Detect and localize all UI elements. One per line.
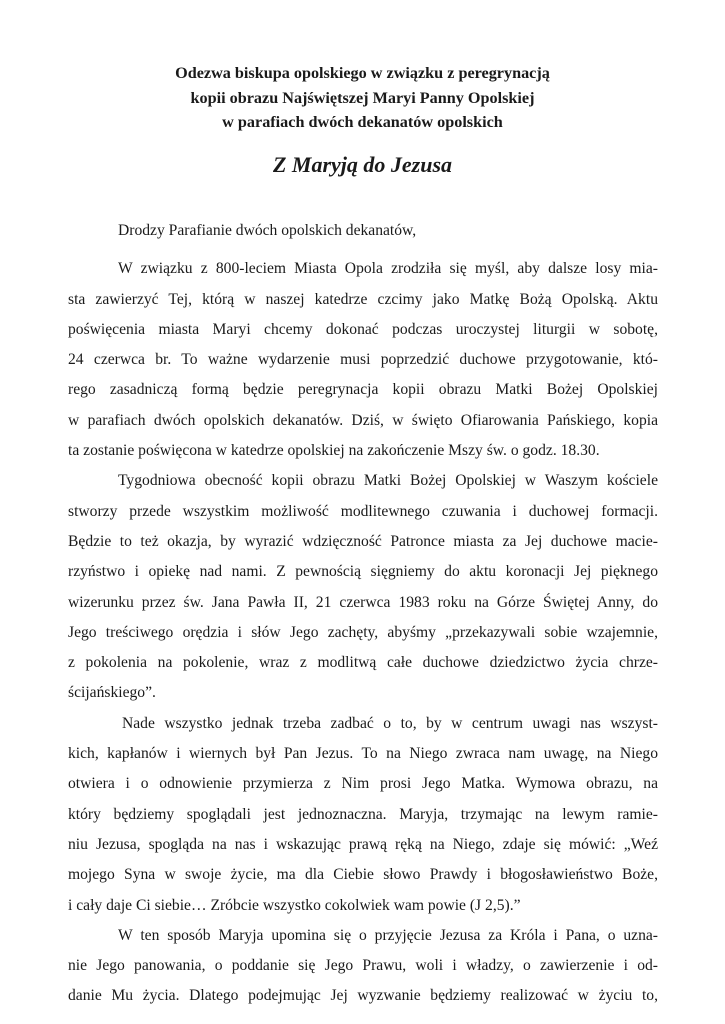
text-line: sta zawierzyć Tej, którą w naszej katedrze czcimy jako Matkę Bożą Opolską. Aktu — [68, 290, 658, 308]
text-line: nie Jego panowania, o poddanie się Jego Prawu, woli i władzy, o zawierzenie i od- — [68, 957, 658, 975]
text-line: W ten sposób Maryja upomina się o przyjęcie Jezusa za Króla i Pana, o uzna- — [118, 926, 658, 944]
text-line: 24 czerwca br. To ważne wydarzenie musi poprzedzić duchowe przygotowanie, któ- — [68, 351, 658, 369]
letter-body — [68, 216, 658, 1012]
text-line: który będziemy spoglądali jest jednoznaczna. Maryja, trzymając na lewym ramie- — [68, 805, 658, 823]
title-line: kopii obrazu Najświętszej Maryi Panny Opolskiej — [190, 88, 535, 107]
text-line: mojego Syna w swoje życie, ma dla Ciebie słowo Prawdy i błogosławieństwo Boże, — [68, 866, 658, 884]
title-line: Odezwa biskupa opolskiego w związku z peregrynacją — [175, 64, 550, 82]
paragraph-4 — [68, 921, 658, 1012]
text-line: Będzie to też okazja, by wyrazić wdzięczność Patronce miasta za Jej duchowe macie- — [68, 532, 658, 550]
text-line: z pokolenia na pokolenie, wraz z modlitwą całe duchowe dziedzictwo życia chrze- — [68, 654, 658, 672]
text-line: ścijańskiego”. — [68, 684, 156, 702]
text-line: i cały daje Ci siebie… Zróbcie wszystko cokolwiek wam powie (J 2,5).” — [68, 896, 521, 914]
text-line: w parafiach dwóch opolskich dekanatów. Dziś, w święto Ofiarowania Pańskiego, kopia — [68, 411, 658, 429]
greeting: Drodzy Parafianie dwóch opolskich dekanatów, — [118, 222, 417, 239]
document-title — [0, 61, 725, 135]
title-line: w parafiach dwóch dekanatów opolskich — [222, 113, 503, 131]
text-line: Nade wszystko jednak trzeba zadbać o to, by w centrum uwagi nas wszyst- — [122, 714, 658, 732]
text-line: wizerunku przez św. Jana Pawła II, 21 czerwca 1983 roku na Górze Świętej Anny, do — [68, 593, 658, 611]
text-line: stworzy przede wszystkim możliwość modlitewnego czuwania i duchowej formacji. — [68, 502, 658, 520]
text-line: W związku z 800-leciem Miasta Opola zrodziła się myśl, aby dalsze losy mia- — [118, 260, 658, 278]
text-line: Tygodniowa obecność kopii obrazu Matki Bożej Opolskiej w Waszym kościele — [118, 472, 658, 490]
text-line: poświęcenia miasta Maryi chcemy dokonać podczas uroczystej liturgii w sobotę, — [68, 320, 658, 338]
text-line: danie Mu życia. Dlatego podejmując Jej wyzwanie będziemy realizować w życiu to, — [68, 987, 658, 1005]
text-line: otwiera i o odnowienie przymierza z Nim prosi Jego Matka. Wymowa obrazu, na — [68, 775, 658, 793]
paragraph-1 — [68, 254, 658, 466]
text-line: rzyństwo i opiekę nad nami. Z pewnością sięgniemy do aktu koronacji Jej pięknego — [68, 563, 658, 581]
text-line: kich, kapłanów i wiernych był Pan Jezus. To na Niego zwraca nam uwagę, na Niego — [68, 745, 658, 763]
paragraph-3 — [68, 709, 658, 921]
text-line: Jego treściwego orędzia i słów Jego zachęty, abyśmy „przekazywali sobie wzajemnie, — [68, 623, 658, 641]
document-subtitle: Z Maryją do Jezusa — [272, 152, 453, 177]
text-line: rego zasadniczą formą będzie peregrynacja kopii obrazu Matki Bożej Opolskiej — [68, 381, 658, 399]
text-line: niu Jezusa, spogląda na nas i wskazując prawą ręką na Niego, zdaje się mówić: „Weź — [68, 835, 658, 853]
paragraph-2 — [68, 466, 658, 708]
text-line: ta zostanie poświęcona w katedrze opolskiej na zakończenie Mszy św. o godz. 18.30. — [68, 442, 600, 460]
